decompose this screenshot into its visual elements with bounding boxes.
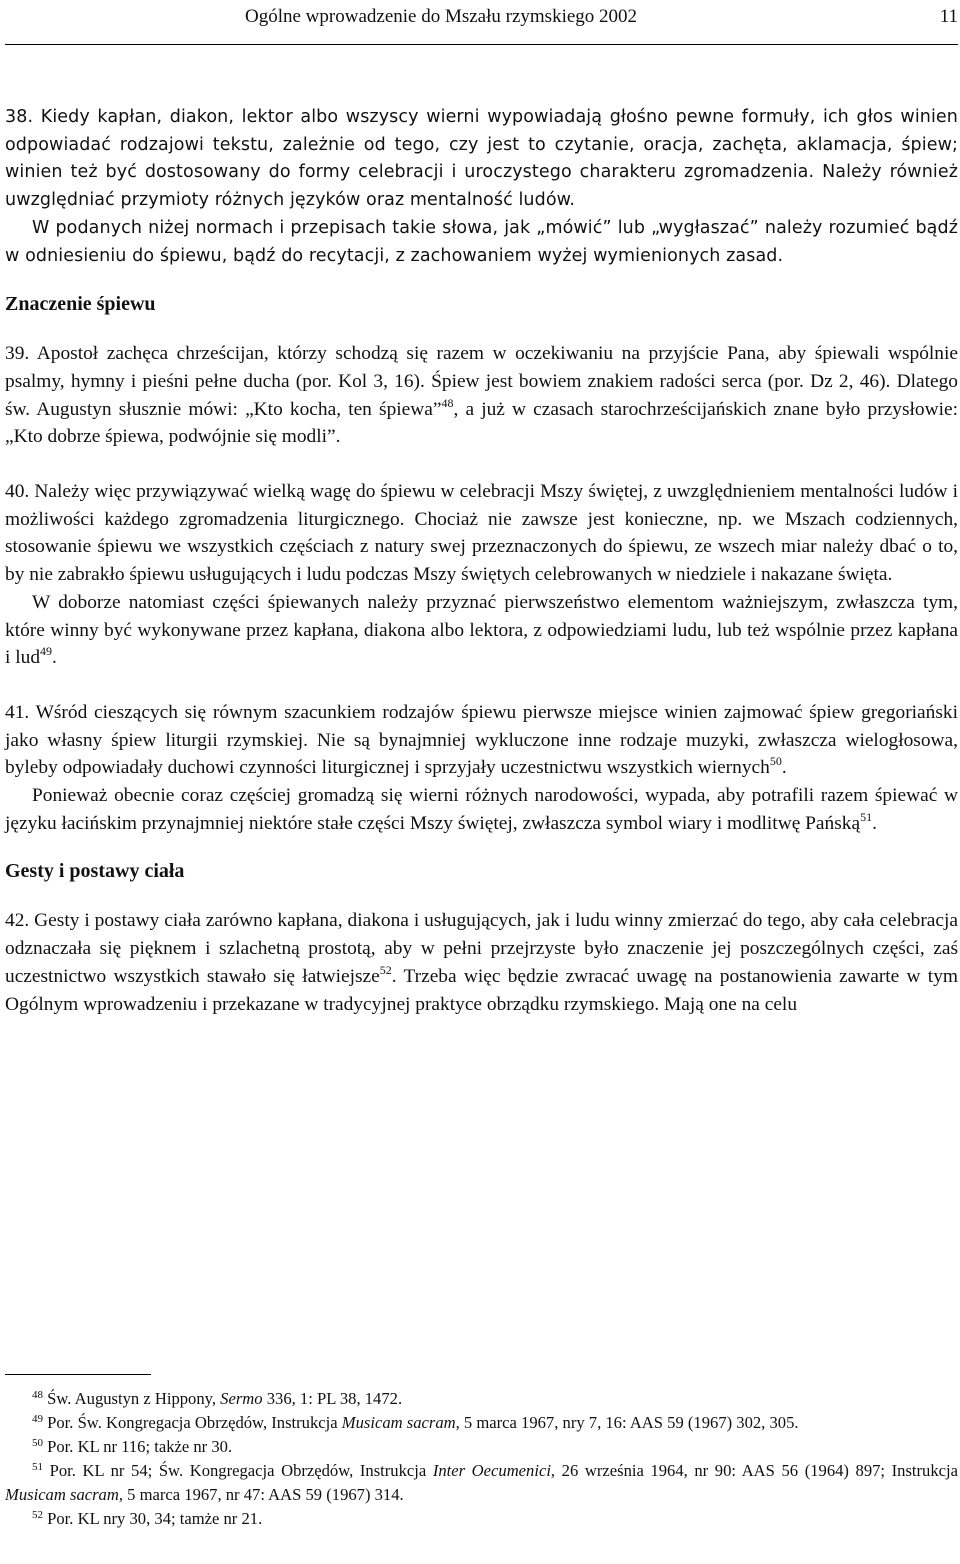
footnote-51: $^{51}$ Por. KL nr 54; Św. Kongregacja Obrzędów, Instrukcja Inter Oecumenici, 26 września 1964, nr 90: AAS 56 (1964) 897; Instrukcja Musicam sacram, 5 marca 1967, nr 47: AAS 59 (1967) 314. [5,1461,958,1504]
running-title: Ogólne wprowadzenie do Mszału rzymskiego 2002 [245,6,638,27]
paragraph-41-cont: Ponieważ obecnie coraz częściej gromadzą się wierni różnych narodowości, wypada, aby potrafili razem śpiewać w języku łacińskim przynajmniej niektóre stałe części Mszy świętej, zwłaszcza symbol wiary i modlitwę Pańską$^{51}$. [5,785,958,834]
footnote-50: $^{50}$ Por. KL nr 116; także nr 30. [32,1437,233,1456]
paragraph-38: 38. Kiedy kapłan, diakon, lektor albo wszyscy wierni wypowiadają głośno pewne formuły, ich głos winien odpowiadać rodzajowi tekstu, zależnie od tego, czy jest to czytanie, oracja, zachęta, aklamacja, śpiew; winien też być dostosowany do formy celebracji i uroczystego charakteru zgromadzenia. Należy również uwzględniać przymioty różnych języków oraz mentalność ludów. [5,107,958,211]
paragraph-39: 39. Apostoł zachęca chrześcijan, którzy schodzą się razem w oczekiwaniu na przyjście Pana, aby śpiewali wspólnie psalmy, hymny i pieśni pełne ducha (por. Kol 3, 16). Śpiew jest bowiem znakiem radości serca (por. Dz 2, 46). Dlatego św. Augustyn słusznie mówi: „Kto kocha, ten śpiewa”$^{48}$, a już w czasach starochrześcijańskich znane było przysłowie: „Kto dobrze śpiewa, podwójnie się modli”. [5,343,958,448]
footnote-49: $^{49}$ Por. Św. Kongregacja Obrzędów, Instrukcja Musicam sacram, 5 marca 1967, nry 7, 16: AAS 59 (1967) 302, 305. [32,1413,799,1432]
paragraph-40-cont: W doborze natomiast części śpiewanych należy przyznać pierwszeństwo elementom ważniejszym, zwłaszcza tym, które winny być wykonywane przez kapłana, diakona albo lektora, z odpowiedziami ludu, lub też wspólnie przez kapłana i lud$^{49}$. [5,591,958,669]
section-heading-singing: Znaczenie śpiewu [5,293,156,316]
footnote-48: $^{48}$ Św. Augustyn z Hippony, Sermo 336, 1: PL 38, 1472. [32,1389,403,1408]
footnotes [5,1374,958,1531]
footnote-ref-51: 51 [860,809,873,824]
paragraph-38-cont: W podanych niżej normach i przepisach takie słowa, jak „mówić” lub „wygłaszać” należy rozumieć bądź w odniesieniu do śpiewu, bądź do recytacji, z zachowaniem wyżej wymienionych zasad. [5,217,958,266]
section-heading-gestures: Gesty i postawy ciała [5,860,185,883]
footnote-ref-50: 50 [769,754,782,769]
paragraph-41: 41. Wśród cieszących się równym szacunkiem rodzajów śpiewu pierwsze miejsce winien zajmować śpiew gregoriański jako własny śpiew liturgii rzymskiej. Nie są bynajmniej wykluczone inne rodzaje muzyki, zwłaszcza wielogłosowa, byleby odpowiadały duchowi czynności liturgicznej i sprzyjały uczestnictwu wszystkich wiernych$^{50}$. [5,701,958,779]
page-number: 11 [939,6,958,27]
footnote-ref-48: 48 [441,395,454,410]
paragraph-42: 42. Gesty i postawy ciała zarówno kapłana, diakona i usługujących, jak i ludu winny zmierzać do tego, aby cała celebracja odznaczała się pięknem i szlachetną prostotą, aby w pełni przejrzyste było znaczenie jej poszczególnych części, zaś uczestnictwo wszystkich stawało się łatwiejsze$^{52}$. Trzeba więc będzie zwracać uwagę na postanowienia zawarte w tym Ogólnym wprowadzeniu i przekazane w tradycyjnej praktyce obrządku rzymskiego. Mają one na celu [5,910,958,1015]
footnote-divider [5,1374,151,1375]
footnote-ref-49: 49 [40,644,53,659]
running-header [5,0,958,45]
footnote-ref-52: 52 [379,962,392,977]
paragraph-40: 40. Należy więc przywiązywać wielką wagę do śpiewu w celebracji Mszy świętej, z uwzględnieniem mentalności ludów i możliwości każdego zgromadzenia liturgicznego. Chociaż nie zawsze jest konieczne, np. we Mszach codziennych, stosowanie śpiewu we wszystkich częściach z natury swej przeznaczonych do śpiewu, ze wszech miar należy dbać o to, by nie zabrakło śpiewu usługujących i ludu podczas Mszy świętych celebrowanych w niedziele i nakazane święta. [5,481,958,586]
main-text [5,104,958,1018]
footnote-52: $^{52}$ Por. KL nry 30, 34; tamże nr 21. [32,1509,263,1528]
